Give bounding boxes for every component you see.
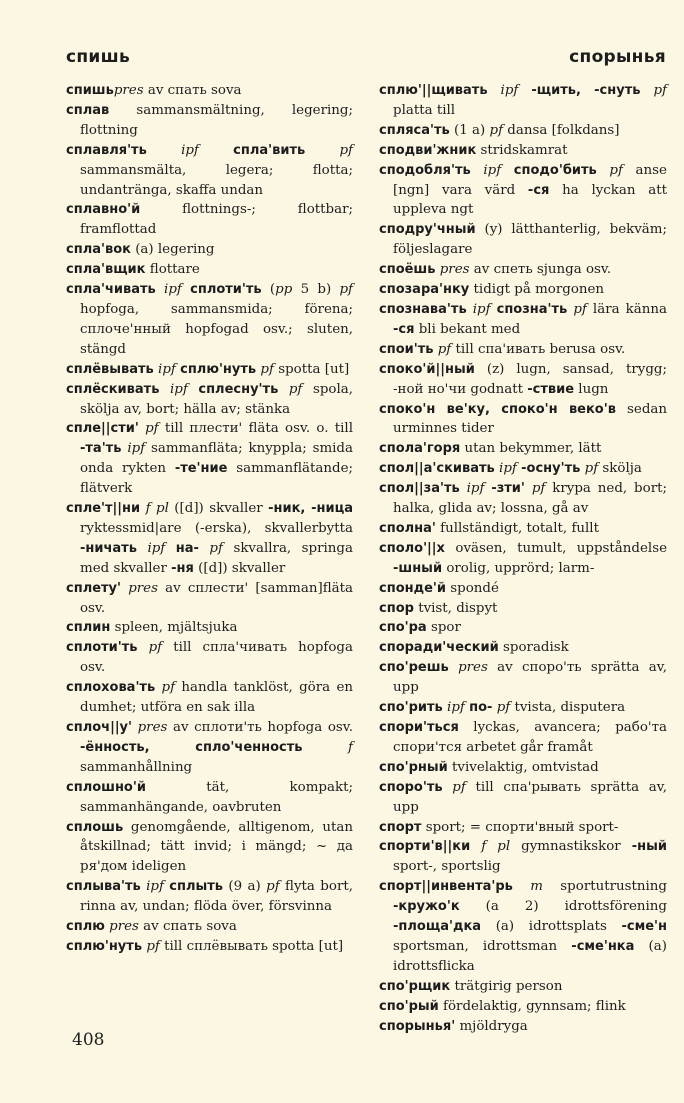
grammar-label: ipf [447, 700, 465, 716]
entry-text: tät, kompakt; sammanhängande, oavbruten [80, 779, 353, 815]
grammar-label: pres [109, 919, 139, 935]
dictionary-entry [66, 499, 353, 579]
entry-headword: спо'рить [379, 700, 443, 716]
entry-text: (9 a) [223, 879, 267, 895]
entry-text: lära känna [586, 301, 667, 317]
dictionary-entry [379, 161, 667, 221]
entry-text [501, 163, 514, 178]
grammar-label: ipf [147, 540, 166, 556]
right-column [379, 81, 667, 1037]
entry-headword: спорти'в||ки [379, 839, 471, 855]
entry-text: spondé [446, 580, 499, 596]
grammar-label: pf [609, 162, 623, 178]
dictionary-entry [379, 300, 667, 340]
entry-text: till спа'ивать berusa osv. [451, 341, 626, 357]
entry-headword: сплю'нуть [66, 938, 143, 954]
entry-text: spola, skölja av, bort; hälla av; stänka [80, 381, 353, 417]
grammar-label: pf [209, 540, 223, 556]
entry-text: (a) idrottsflicka [393, 938, 667, 974]
dictionary-entry [379, 599, 667, 619]
entry-headword: спорт [379, 819, 422, 835]
dictionary-entry [379, 360, 667, 400]
grammar-label: pf [531, 481, 546, 497]
entry-text: skvallra, springa med skvaller [80, 540, 353, 576]
dictionary-entry [66, 937, 353, 957]
entry-headword: сплёвывать [66, 361, 154, 377]
entry-headword: сподви'жник [379, 142, 477, 158]
entry-text: lugn [574, 381, 609, 397]
dictionary-entry [379, 658, 667, 698]
grammar-label: pp [275, 282, 293, 298]
grammar-label: f pl [481, 839, 511, 855]
grammar-label: pres [113, 83, 144, 98]
entry-text: flottare [145, 262, 200, 278]
entry-headword: спорынья' [379, 1018, 456, 1034]
grammar-label: pf [653, 83, 667, 98]
entry-text [518, 83, 531, 98]
entry-text: sportutrustning [542, 879, 667, 895]
dictionary-entry [379, 718, 667, 758]
entry-headword: спляса'ть [379, 122, 450, 138]
entry-subform: -зти' [491, 481, 525, 497]
entry-headword: спле'т||ни [66, 501, 141, 517]
entry-headword: спо'ра [379, 620, 427, 636]
dictionary-entry [379, 579, 667, 599]
entry-subform: -ствие [527, 381, 575, 397]
entry-text: av споро'ть sprätta av, upp [393, 660, 667, 696]
entry-subform: спозна'ть [496, 301, 568, 317]
dictionary-entry [66, 678, 353, 718]
entry-headword: сплохова'ть [66, 680, 156, 696]
entry-text: (z) lugn, sansad, trygg; -ной но'чи godnatt [393, 361, 667, 397]
entry-text: till плести' fläta osv. o. till [158, 421, 353, 437]
entry-text: bli bekant med [414, 321, 521, 337]
entry-text: till спла'чивать hopfoga osv. [80, 640, 353, 676]
dictionary-entry [379, 220, 667, 260]
entry-text: sammanfläta; knyppla; smida onda rykten [80, 441, 353, 477]
entry-headword: сплёскивать [66, 381, 160, 397]
entry-text: sedan urminnes tider [393, 401, 667, 437]
entry-subform: -та'ть [80, 441, 122, 457]
entry-headword: сплошно'й [66, 779, 146, 795]
grammar-label: pf [339, 282, 353, 298]
entry-subform: -ник, -ница [268, 501, 353, 517]
entry-text: (1 a) [449, 122, 490, 138]
grammar-label: pf [145, 421, 159, 437]
entry-text: utan bekymmer, lätt [460, 441, 602, 457]
entry-text: flottnings-; flottbar; framflottad [80, 202, 353, 238]
page-number: 408 [72, 1030, 105, 1050]
entry-text: sammanhållning [80, 759, 193, 775]
dictionary-entry [379, 141, 667, 161]
entry-headword: спол||а'скивать [379, 461, 495, 477]
entry-headword: споёшь [379, 262, 436, 278]
entry-text: sammansmältning, legering; flottning [80, 102, 353, 138]
dictionary-entry [66, 618, 353, 638]
entry-text: av сплоти'ть hopfoga osv. [167, 720, 353, 735]
dictionary-entry [379, 837, 667, 877]
entry-subform: -осну'ть [521, 461, 581, 477]
entry-headword: спои'ть [379, 341, 434, 357]
entry-subform: -сме'нка [571, 938, 635, 954]
entry-text: anse [ngn] vara värd [393, 162, 667, 198]
grammar-label: pf [452, 779, 466, 795]
grammar-label: pres [137, 720, 168, 735]
entry-text [147, 143, 181, 158]
grammar-label: pf [146, 938, 160, 954]
entry-subform: -кружо'к [393, 899, 460, 915]
dictionary-entry [379, 1017, 667, 1037]
grammar-label: pf [339, 142, 354, 158]
dictionary-entry [66, 380, 353, 420]
grammar-label: pf [148, 640, 163, 656]
entry-text: tvivelaktig, omtvistad [447, 759, 599, 775]
entry-headword: сплю [66, 919, 105, 935]
entry-headword: споло'||х [379, 540, 445, 556]
entry-text: ( [261, 282, 276, 298]
grammar-label: pf [489, 122, 504, 138]
entry-text: av спать sova [143, 83, 242, 98]
grammar-label: pres [128, 580, 158, 596]
entry-headword: спо'рный [379, 759, 448, 775]
dictionary-entry [379, 459, 667, 479]
entry-headword: спо'рый [379, 998, 439, 1014]
entry-text: stridskamrat [476, 142, 568, 158]
entry-text: (a) legering [130, 242, 215, 258]
entry-text: sporadisk [498, 640, 569, 656]
entry-headword: спознава'ть [379, 301, 467, 317]
grammar-label: pf [584, 461, 599, 477]
entry-text: hopfoga, sammansmida; förena; сплоче'нный hopfogad osv.; sluten, stängd [80, 301, 353, 357]
entry-subform: -ня [171, 560, 194, 576]
dictionary-entry [379, 698, 667, 718]
dictionary-entry [379, 260, 667, 280]
entry-headword: спонде'й [379, 580, 447, 596]
entry-text: spotta [ut] [273, 361, 350, 377]
entry-headword: спор [379, 600, 414, 616]
grammar-label: pres [458, 660, 488, 676]
entry-text: sport; = спорти'вный sport- [421, 819, 619, 835]
entry-subform: -ённость, спло'ченность [80, 739, 303, 755]
grammar-label: m [530, 879, 543, 895]
grammar-label: f pl [145, 501, 169, 517]
entry-subform: -те'ние [174, 461, 228, 477]
entry-text: tidigt på morgonen [469, 282, 605, 298]
dictionary-entry [379, 778, 667, 818]
dictionary-entry [66, 718, 353, 778]
grammar-label: pf [161, 680, 176, 696]
dictionary-entry [66, 877, 353, 917]
entry-subform: -ся [393, 321, 415, 337]
entry-text [525, 481, 532, 496]
grammar-label: pf [437, 341, 452, 357]
entry-headword: сплю'||щивать [379, 83, 488, 98]
grammar-label: ipf [500, 83, 519, 98]
entry-subform: сплоти'ть [190, 282, 262, 298]
entry-headword: сплету' [66, 580, 122, 596]
entry-headword: сплоти'ть [66, 640, 138, 656]
grammar-label: pf [496, 700, 511, 716]
entry-headword: споро'ть [379, 779, 443, 795]
entry-subform: сподо'бить [513, 162, 597, 178]
dictionary-entry [379, 439, 667, 459]
grammar-label: ipf [169, 381, 188, 397]
grammar-label: ipf [127, 441, 146, 457]
entry-text: tvist, dispyt [413, 600, 498, 616]
entry-text: genomgående, alltigenom, utan åtskillnad; tätt invid; i mängd; ~ да ря'дом ideligen [80, 819, 353, 875]
entry-text: ([d]) skvaller [168, 501, 269, 517]
entry-text [470, 839, 481, 854]
dictionary-entry [66, 419, 353, 499]
entry-headword: сподобля'ть [379, 162, 471, 178]
entry-text: skölja [598, 461, 642, 477]
entry-subform: спла'вить [233, 142, 306, 158]
entry-text [513, 879, 530, 894]
entry-text [137, 541, 148, 556]
entry-subform: сплю'нуть [180, 361, 257, 377]
entry-text [199, 541, 210, 556]
grammar-label: ipf [158, 361, 176, 377]
entry-text: oväsen, tumult, uppståndelse [444, 540, 667, 556]
grammar-label: ipf [146, 879, 164, 895]
entry-text [449, 660, 458, 675]
entry-subform: -щить, -снуть [531, 83, 641, 98]
entry-headword: сплав [66, 102, 110, 118]
entry-text [488, 83, 501, 98]
entry-text: dansa [folkdans] [503, 122, 620, 138]
grammar-label: ipf [164, 282, 182, 298]
dictionary-entry [66, 818, 353, 878]
dictionary-entry [379, 877, 667, 977]
entry-headword: спла'чивать [66, 282, 156, 298]
entry-text [303, 740, 349, 755]
grammar-label: pf [260, 361, 274, 377]
dictionary-entry [66, 280, 353, 360]
entry-text [188, 382, 199, 397]
entry-headword: спозара'нку [379, 282, 470, 298]
dictionary-entry [66, 200, 353, 240]
entry-text: tvista, disputera [510, 700, 626, 716]
grammar-label: f [348, 739, 353, 755]
entry-text: ryktessmid|are (-erska), skvallerbytta [80, 520, 353, 536]
grammar-label: ipf [181, 142, 199, 158]
entry-headword: споко'й||ный [379, 361, 475, 377]
entry-headword: спла'вщик [66, 262, 146, 278]
entry-subform: -шный [393, 560, 443, 576]
entry-headword: спо'решь [379, 660, 449, 676]
dictionary-entry [66, 778, 353, 818]
entry-text: spor [426, 620, 461, 636]
entry-text [199, 143, 233, 158]
grammar-label: pf [288, 381, 303, 397]
entry-text: fördelaktig, gynnsam; flink [438, 998, 626, 1014]
entry-text: flyta bort, rinna av, undan; flöda över, försvinna [80, 879, 353, 915]
entry-text: 5 b) [292, 282, 340, 298]
dictionary-entry [379, 400, 667, 440]
entry-headword: споради'ческий [379, 640, 499, 656]
entry-text: lyckas, avancera; рабо'та спори'тся arbetet går framåt [393, 720, 667, 755]
dictionary-entry [66, 81, 353, 101]
entry-headword: сподру'чный [379, 222, 476, 238]
dictionary-entry [379, 81, 667, 121]
dictionary-entry [66, 240, 353, 260]
dictionary-entry [379, 121, 667, 141]
dictionary-entry [66, 917, 353, 937]
entry-text: platta till [393, 102, 456, 118]
entry-text: orolig, upprörd; larm- [442, 560, 595, 576]
entry-headword: спла'вок [66, 242, 131, 258]
grammar-label: ipf [466, 481, 485, 497]
entry-headword: сплин [66, 620, 111, 636]
grammar-label: pf [266, 879, 280, 895]
dictionary-entry [379, 618, 667, 638]
entry-text: av спать sova [138, 919, 237, 935]
entry-text: av сплести' [samman]fläta osv. [80, 580, 353, 616]
entry-text: mjöldryga [455, 1018, 528, 1034]
entry-subform: сплыть [169, 879, 224, 895]
left-column [66, 81, 353, 957]
entry-text: gymnastikskor [510, 839, 632, 855]
dictionary-entry [379, 758, 667, 778]
entry-text: fullständigt, totalt, fullt [435, 520, 599, 536]
entry-text: trätgirig person [450, 978, 563, 994]
entry-text [471, 163, 484, 178]
dictionary-entry [66, 360, 353, 380]
entry-headword: сплыва'ть [66, 879, 141, 895]
entry-subform: на- [175, 540, 199, 556]
dictionary-entry [379, 539, 667, 579]
entry-text: sammansmälta, legera; flotta; undantränga, skaffa undan [80, 162, 353, 198]
entry-headword: сплошь [66, 819, 124, 835]
entry-text [182, 282, 190, 297]
grammar-label: ipf [472, 301, 491, 317]
dictionary-entry [66, 101, 353, 141]
entry-subform: по- [469, 700, 493, 716]
entry-text: ha lyckan att uppleva ngt [393, 182, 667, 218]
entry-headword: спол||за'ть [379, 481, 460, 497]
entry-text: till сплёвывать spotta [ut] [159, 938, 344, 954]
entry-text: sportsman, idrottsman [393, 938, 572, 954]
entry-subform: сплесну'ть [198, 381, 279, 397]
entry-subform: -сме'н [621, 919, 667, 935]
running-header [66, 42, 666, 72]
entry-headword: споко'н ве'ку, споко'н веко'в [379, 401, 616, 417]
entry-text: spleen, mjältsjuka [110, 620, 238, 636]
entry-text: ([d]) skvaller [193, 560, 286, 576]
entry-headword: спори'ться [379, 720, 459, 735]
grammar-label: ipf [499, 461, 517, 477]
dictionary-entry [379, 519, 667, 539]
entry-headword: сплавля'ть [66, 142, 147, 158]
entry-headword: спорт||инвента'рь [379, 879, 513, 895]
dictionary-entry [379, 818, 667, 838]
entry-text: (a 2) idrottsförening [459, 899, 667, 915]
entry-text: (y) lätthanterlig, bekväm; följeslagare [393, 222, 667, 258]
entry-text [305, 143, 339, 158]
dictionary-entry [379, 638, 667, 658]
entry-headword: спо'рщик [379, 978, 451, 994]
entry-text: sport-, sportslig [393, 859, 501, 875]
dictionary-entry [66, 141, 353, 201]
grammar-label: pres [439, 262, 470, 278]
entry-text: krypa ned, bort; halka, glida av; lossna, gå av [393, 481, 667, 517]
entry-text [278, 382, 289, 397]
entry-text [640, 83, 653, 98]
dictionary-entry [66, 260, 353, 280]
entry-headword: спола'горя [379, 441, 461, 457]
entry-headword: спле||сти' [66, 421, 139, 437]
dictionary-entry [66, 579, 353, 619]
right-running-headword: спорынья [569, 47, 666, 67]
entry-text: sammanflätande; flätverk [80, 461, 353, 497]
entry-headword: сплавно'й [66, 202, 141, 218]
entry-subform: -площа'дка [393, 919, 482, 935]
entry-text [159, 382, 170, 397]
entry-text: av спеть sjunga osv. [469, 262, 612, 278]
entry-text [460, 481, 467, 496]
dictionary-entry [379, 997, 667, 1017]
entry-headword: спишь [66, 83, 114, 98]
entry-subform: -ный [631, 839, 667, 855]
entry-text: (a) idrottsplats [481, 919, 622, 935]
entry-subform: -ничать [80, 540, 137, 556]
dictionary-entry [379, 280, 667, 300]
entry-text: handla tanklöst, göra en dumhet; utföra en sak illa [80, 680, 353, 716]
left-running-headword: спишь [66, 47, 131, 67]
entry-text [165, 541, 176, 556]
entry-text [156, 282, 164, 297]
dictionary-entry [379, 340, 667, 360]
entry-text: till спа'рывать sprätta av, upp [393, 779, 667, 815]
dictionary-entry [66, 638, 353, 678]
grammar-label: pf [573, 301, 587, 317]
dictionary-entry [379, 479, 667, 519]
entry-headword: сплоч||у' [66, 720, 133, 735]
entry-text [597, 163, 610, 178]
entry-subform: -ся [527, 182, 550, 198]
grammar-label: ipf [483, 162, 502, 178]
entry-text [443, 780, 453, 795]
entry-headword: сполна' [379, 520, 436, 536]
dictionary-entry [379, 977, 667, 997]
entry-text [138, 640, 149, 655]
